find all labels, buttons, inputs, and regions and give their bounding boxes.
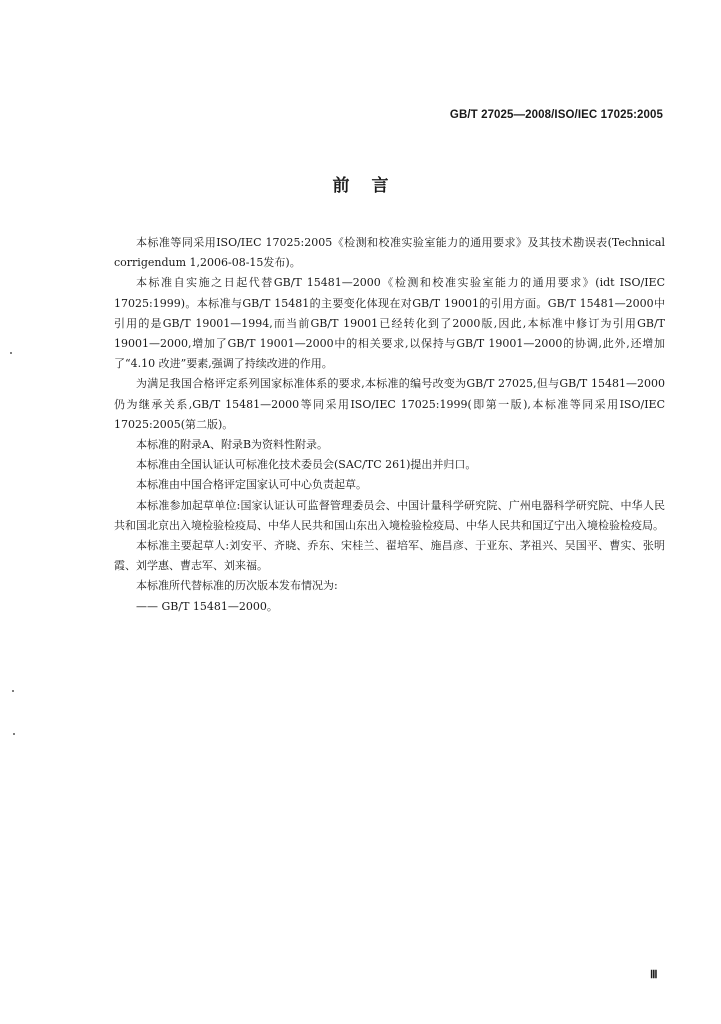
page-title: 前言 <box>332 176 411 196</box>
paragraph-annex: 本标准的附录A、附录B为资料性附录。 <box>136 438 329 452</box>
paragraph-authors: 本标准主要起草人:刘安平、齐晓、乔东、宋桂兰、翟培军、施昌彦、于亚东、茅祖兴、吴国平、曹实、张明霞、刘学惠、曹志军、刘来福。 <box>114 539 665 573</box>
paragraph-replacement: 本标准自实施之日起代替GB/T 15481—2000《检测和校准实验室能力的通用要求》(idt ISO/IEC 17025:1999)。本标准与GB/T 15481的主要变化体现在对GB/T 19001的引用方面。GB/T 15481—2000中引用的是GB/T 19001—1994,而当前GB/T 19001已经转化到了2000版,因此,本标准中修订为引用GB/T 19001—2000,增加了GB/T 19001—2000中的相关要求,以保持与GB/T 19001—2000的协调,此外,还增加了“4.10 改进”要素,强调了持续改进的作用。 <box>114 276 665 371</box>
page-number: Ⅲ <box>650 969 658 981</box>
scan-speck <box>13 733 15 735</box>
foreword-body <box>114 233 665 617</box>
paragraph-numbering: 为满足我国合格评定系列国家标准体系的要求,本标准的编号改变为GB/T 27025,但与GB/T 15481—2000仍为继承关系,GB/T 15481—2000等同采用ISO/IEC 17025:1999(即第一版),本标准等同采用ISO/IEC 17025:2005(第二版)。 <box>114 377 665 431</box>
standard-code: GB/T 27025—2008/ISO/IEC 17025:2005 <box>449 109 663 121</box>
scan-speck <box>12 690 14 692</box>
history-list-item: —— GB/T 15481—2000。 <box>136 599 278 613</box>
scan-speck <box>10 352 12 354</box>
paragraph-proposer: 本标准由全国认证认可标准化技术委员会(SAC/TC 261)提出并归口。 <box>136 458 477 472</box>
paragraph-history-intro: 本标准所代替标准的历次版本发布情况为: <box>136 579 338 593</box>
paragraph-participants: 本标准参加起草单位:国家认证认可监督管理委员会、中国计量科学研究院、广州电器科学研究院、中华人民共和国北京出入境检验检疫局、中华人民共和国山东出入境检验检疫局、中华人民共和国辽宁出入境检验检疫局。 <box>114 498 665 532</box>
paragraph-adoption: 本标准等同采用ISO/IEC 17025:2005《检测和校准实验室能力的通用要求》及其技术勘误表(Technical corrigendum 1,2006-08-15发布)。 <box>114 236 665 270</box>
paragraph-drafter: 本标准由中国合格评定国家认可中心负责起草。 <box>136 478 367 492</box>
